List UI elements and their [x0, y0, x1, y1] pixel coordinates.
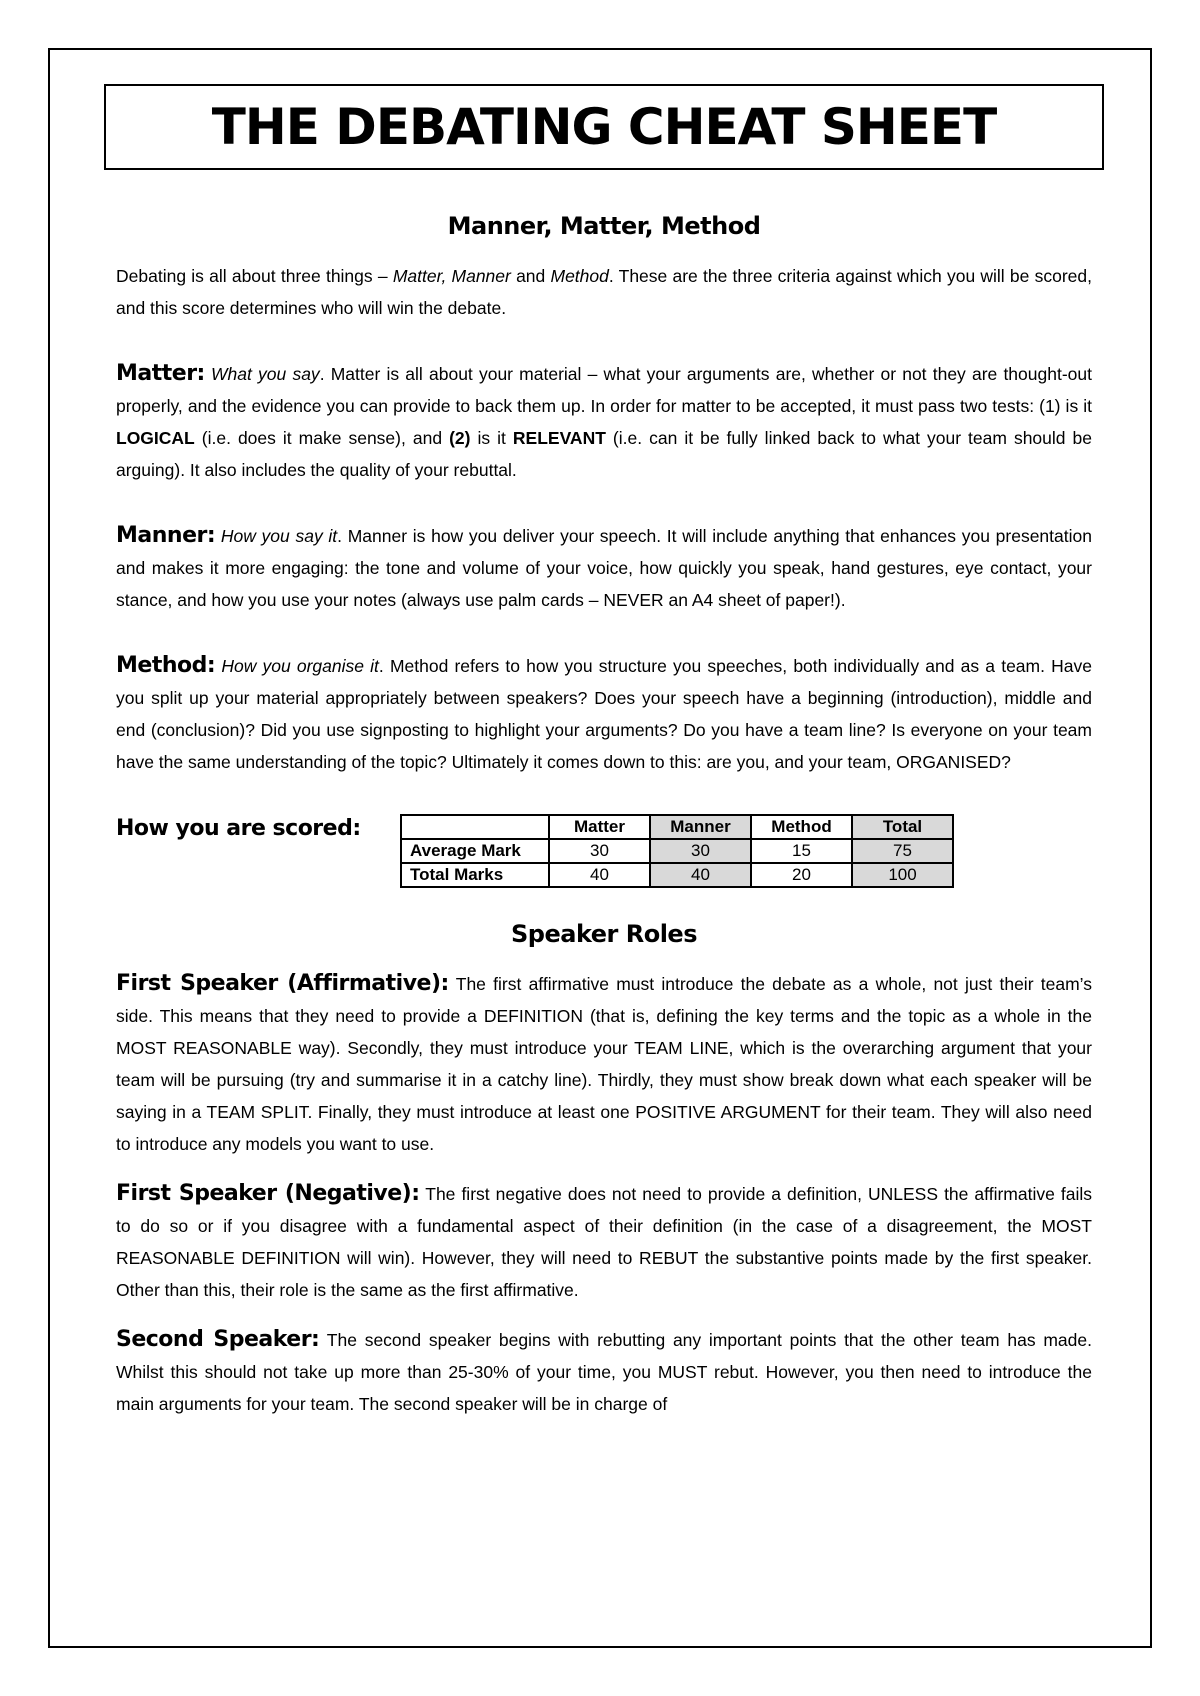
- manner-text: . Manner is how you deliver your speech. It will include anything that enhances you presentation and makes it more engaging: the tone and volume of your voice, how quickly you speak, hand gestures, eye contact, your stance, and how you use your notes (always use palm cards – NEVER an A4 sheet of paper!).: [116, 526, 1092, 610]
- intro-paragraph: [116, 260, 1092, 324]
- table-header-cell: Matter: [549, 815, 650, 839]
- matter-lead: Matter:: [116, 361, 205, 386]
- title-box: [104, 84, 1104, 170]
- first-negative-lead: First Speaker (Negative):: [116, 1181, 420, 1206]
- intro-text: Debating is all about three things –: [116, 266, 393, 286]
- intro-italic-terms: Matter, Manner: [392, 266, 511, 286]
- table-cell: 30: [549, 839, 650, 863]
- manner-italic: How you say it: [220, 526, 338, 546]
- method-italic: How you organise it: [221, 656, 379, 676]
- intro-italic-method: Method: [550, 266, 609, 286]
- table-header-cell: Total: [852, 815, 953, 839]
- table-cell: Total Marks: [401, 863, 549, 887]
- table-header-cell: [401, 815, 549, 839]
- matter-text-c: is it: [470, 428, 513, 448]
- section-heading-manner-matter-method: Manner, Matter, Method: [447, 212, 761, 240]
- scoring-table: [400, 814, 954, 888]
- section-heading-speaker-roles: Speaker Roles: [511, 920, 697, 948]
- method-text: . Method refers to how you structure you speeches, both individually and as a team. Have you split up your material appropriately between speakers? Does your speech have a beginning (introduction), middle and end (conclusion)? Did you use signposting to highlight your arguments? Do you have a team line? Is everyone on your team have the same understanding of the topic? Ultimately it comes down to this: are you, and your team, ORGANISED?: [116, 656, 1092, 772]
- first-affirmative-lead: First Speaker (Affirmative):: [116, 971, 449, 996]
- table-cell: 40: [549, 863, 650, 887]
- matter-text-b: (i.e. does it make sense), and: [194, 428, 450, 448]
- table-cell: 30: [650, 839, 751, 863]
- table-header-row: [401, 815, 953, 839]
- first-affirmative-text: The first affirmative must introduce the debate as a whole, not just their team’s side. This means that they need to provide a DEFINITION (that is, defining the key terms and the topic as a whole in the MOST REASONABLE way). Secondly, they must introduce your TEAM LINE, which is the overarching argument that your team will be pursuing (try and summarise it in a catchy line). Thirdly, they must show break down what each speaker will be saying in a TEAM SPLIT. Finally, they must introduce at least one POSITIVE ARGUMENT for their team. They will also need to introduce any models you want to use.: [116, 974, 1092, 1154]
- matter-italic: What you say: [211, 364, 320, 384]
- intro-and: and: [510, 266, 551, 286]
- table-header-cell: Manner: [650, 815, 751, 839]
- intro-text-end: . These are the three criteria against which you will be scored, and this score determines who will win the debate.: [116, 266, 1092, 318]
- manner-paragraph: [116, 520, 1092, 616]
- table-cell: 20: [751, 863, 852, 887]
- matter-test-2: (2): [449, 428, 471, 448]
- table-cell: 100: [852, 863, 953, 887]
- table-cell: Average Mark: [401, 839, 549, 863]
- scoring-label: How you are scored:: [116, 816, 361, 841]
- matter-text-d: (i.e. can it be fully linked back to what your team should be arguing). It also includes the quality of your rebuttal.: [116, 428, 1092, 480]
- table-cell: 40: [650, 863, 751, 887]
- matter-paragraph: [116, 358, 1092, 486]
- table-row: [401, 863, 953, 887]
- page-title: THE DEBATING CHEAT SHEET: [211, 98, 997, 156]
- document-body: [116, 212, 1092, 1420]
- table-row: [401, 839, 953, 863]
- method-lead: Method:: [116, 653, 216, 678]
- scoring-section: [116, 814, 1092, 910]
- matter-text-a: . Matter is all about your material – what your arguments are, whether or not they are thought-out properly, and the evidence you can provide to back them up. In order for matter to be accepted, it must pass two tests: (1) is it: [116, 364, 1092, 416]
- table-header-cell: Method: [751, 815, 852, 839]
- second-speaker-lead: Second Speaker:: [116, 1327, 320, 1352]
- matter-logical: LOGICAL: [116, 428, 195, 448]
- second-speaker-text: The second speaker begins with rebutting any important points that the other team has made. Whilst this should not take up more than 25-30% of your time, you MUST rebut. However, you then need to introduce the main arguments for your team. The second speaker will be in charge of: [116, 1330, 1092, 1414]
- method-paragraph: [116, 650, 1092, 778]
- first-affirmative-paragraph: [116, 968, 1092, 1160]
- manner-lead: Manner:: [116, 523, 216, 548]
- matter-relevant: RELEVANT: [512, 428, 606, 448]
- first-negative-paragraph: [116, 1178, 1092, 1306]
- table-cell: 15: [751, 839, 852, 863]
- table-cell: 75: [852, 839, 953, 863]
- first-negative-text: The first negative does not need to provide a definition, UNLESS the affirmative fails to do so or if you disagree with a fundamental aspect of their definition (in the case of a disagreement, the MOST REASONABLE DEFINITION will win). However, they will need to REBUT the substantive points made by the first speaker. Other than this, their role is the same as the first affirmative.: [116, 1184, 1092, 1300]
- second-speaker-paragraph: [116, 1324, 1092, 1420]
